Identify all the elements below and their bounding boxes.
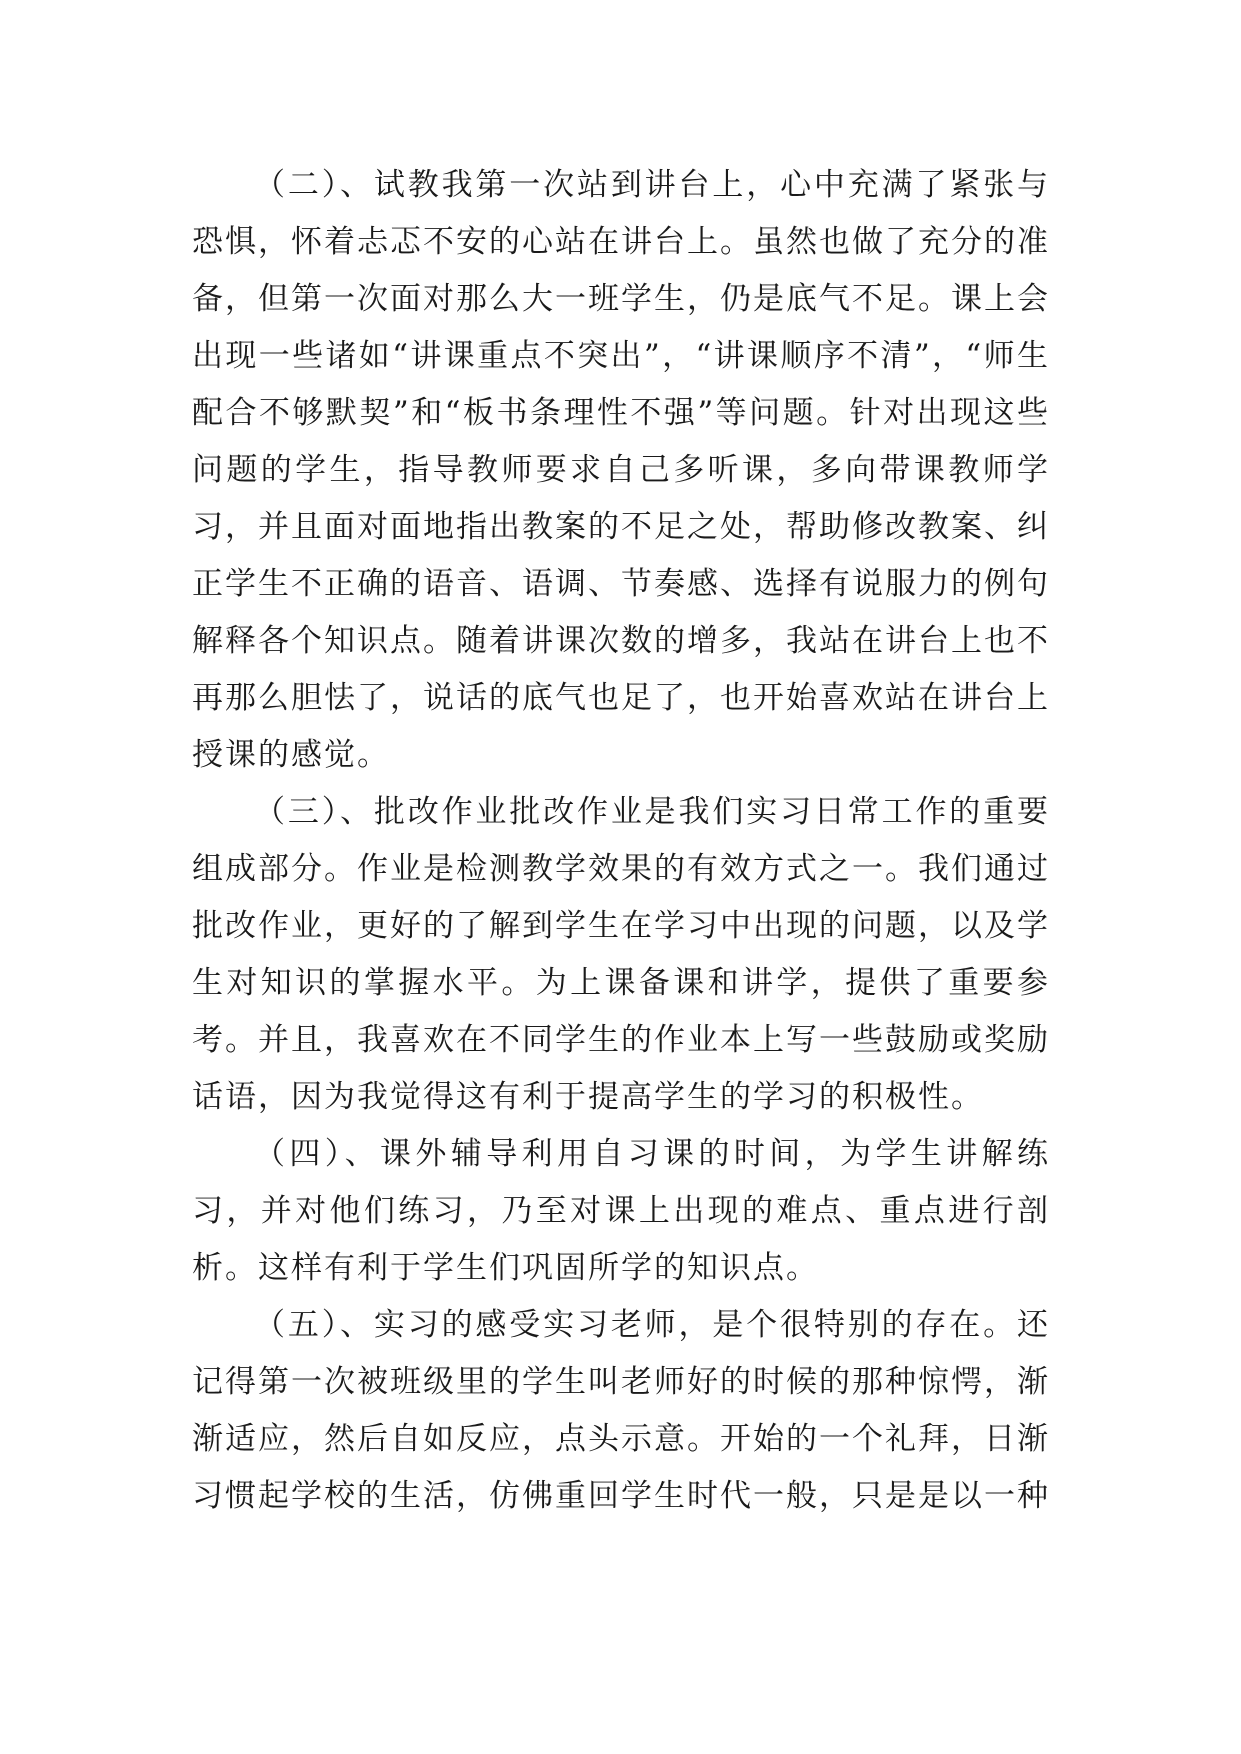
paragraph-trial-teaching: （二）、试教我第一次站到讲台上，心中充满了紧张与恐惧，怀着忐忑不安的心站在讲台上。虽然也做了充分的准备，但第一次面对那么大一班学生，仍是底气不足。课上会出现一些诸如“讲课重点不突出”，“讲课顺序不清”，“师生配合不够默契”和“板书条理性不强”等问题。针对出现这些问题的学生，指导教师要求自己多听课，多向带课教师学习，并且面对面地指出教案的不足之处，帮助修改教案、纠正学生不正确的语音、语调、节奏感、选择有说服力的例句解释各个知识点。随着讲课次数的增多，我站在讲台上也不再那么胆怯了，说话的底气也足了，也开始喜欢站在讲台上授课的感觉。 (192, 167, 1050, 773)
paragraph-grading-homework: （三）、批改作业批改作业是我们实习日常工作的重要组成部分。作业是检测教学效果的有效方式之一。我们通过批改作业，更好的了解到学生在学习中出现的问题，以及学生对知识的掌握水平。为上课备课和讲学，提供了重要参考。并且，我喜欢在不同学生的作业本上写一些鼓励或奖励话语，因为我觉得这有利于提高学生的学习的积极性。 (192, 794, 1050, 1115)
paragraph-tutoring: （四）、课外辅导利用自习课的时间，为学生讲解练习，并对他们练习，乃至对课上出现的难点、重点进行剖析。这样有利于学生们巩固所学的知识点。 (192, 1136, 1050, 1286)
paragraph-internship-feelings: （五）、实习的感受实习老师，是个很特别的存在。还记得第一次被班级里的学生叫老师好的时候的那种惊愕，渐渐适应，然后自如反应，点头示意。开始的一个礼拜，日渐习惯起学校的生活，仿佛重回学生时代一般，只是是以一种 (192, 1307, 1050, 1514)
document-body (192, 157, 1050, 1525)
